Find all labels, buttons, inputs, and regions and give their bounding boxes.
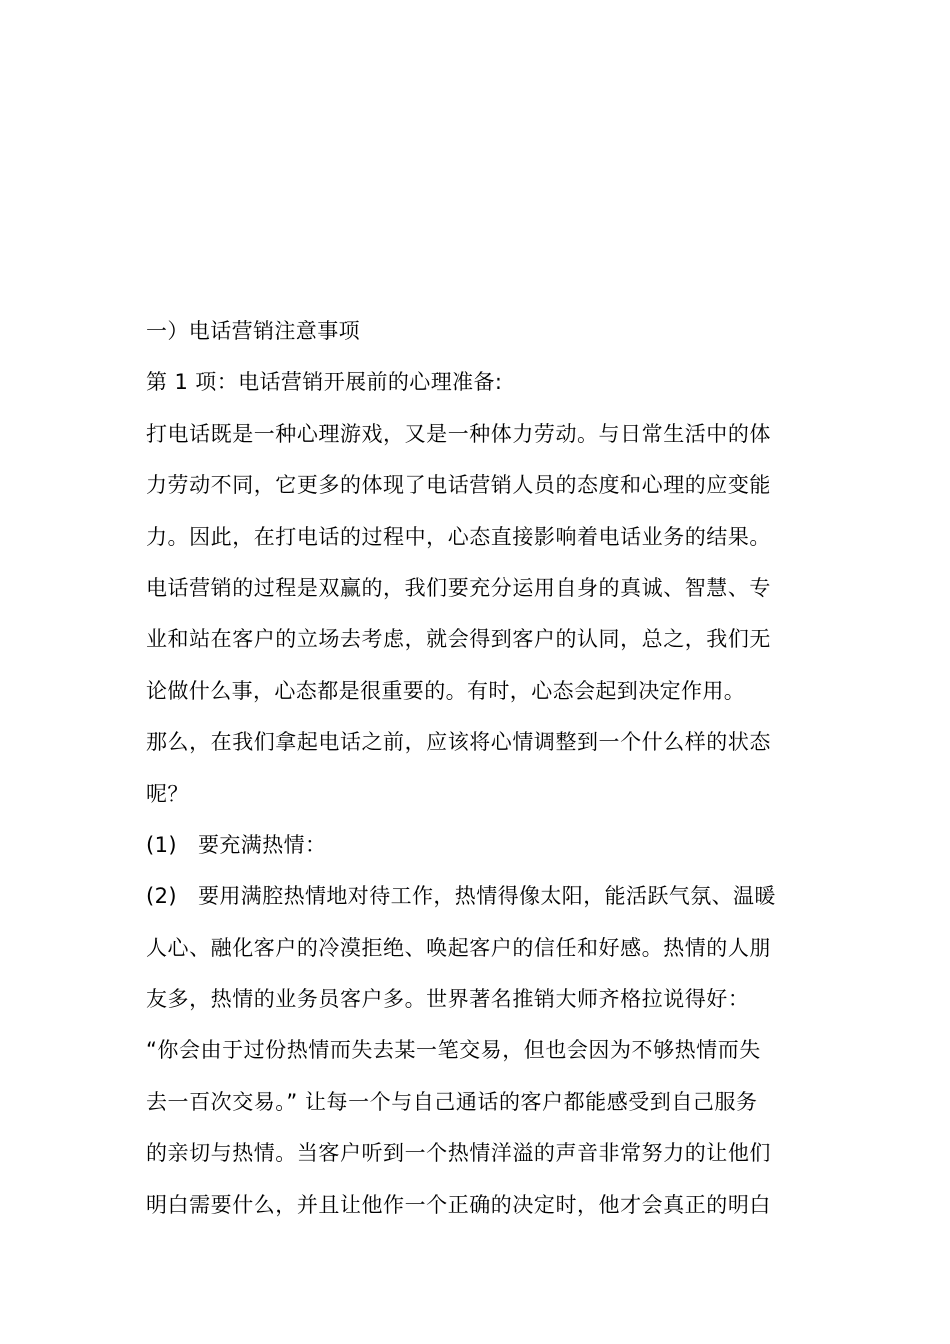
list-item-marker: (2) [146, 884, 177, 909]
paragraph-line: 打电话既是一种心理游戏，又是一种体力劳动。与日常生活中的体 [146, 421, 771, 446]
list-item-text: 要充满热情： [198, 832, 327, 857]
paragraph-line: 那么，在我们拿起电话之前，应该将心情调整到一个什么样的状态 [146, 730, 771, 755]
paragraph-line: 业和站在客户的立场去考虑，就会得到客户的认同，总之，我们无 [146, 627, 771, 652]
paragraph-line: “你会由于过份热情而失去某一笔交易，但也会因为不够热情而失 [146, 1038, 761, 1063]
list-item-text: 要用满腔热情地对待工作，热情得像太阳，能活跃气氛、温暖 [198, 884, 776, 909]
list-item [146, 832, 806, 859]
document-body [146, 318, 806, 1243]
paragraph-line: 电话营销的过程是双赢的，我们要充分运用自身的真诚、智慧、专 [146, 575, 771, 600]
paragraph-line: 力劳动不同，它更多的体现了电话营销人员的态度和心理的应变能 [146, 473, 771, 498]
paragraph-line: 人心、融化客户的冷漠拒绝、唤起客户的信任和好感。热情的人朋 [146, 935, 771, 960]
paragraph-line: 力。因此，在打电话的过程中，心态直接影响着电话业务的结果。 [146, 524, 771, 549]
section-heading: 一）电话营销注意事项 [146, 319, 360, 343]
list-item-marker: (1) [146, 832, 177, 857]
paragraph-line: 友多，热情的业务员客户多。世界著名推销大师齐格拉说得好： [146, 987, 750, 1012]
paragraph-line: 的亲切与热情。当客户听到一个热情洋溢的声音非常努力的让他们 [146, 1141, 771, 1166]
paragraph-line: 明白需要什么，并且让他作一个正确的决定时，他才会真正的明白 [146, 1192, 771, 1217]
paragraph-line: 呢？ [146, 781, 189, 806]
paragraph-line: 论做什么事，心态都是很重要的。有时，心态会起到决定作用。 [146, 678, 746, 703]
list-item [146, 883, 806, 910]
subsection-heading: 第 1 项：电话营销开展前的心理准备: [146, 370, 503, 395]
paragraph-line: 去一百次交易。” 让每一个与自己通话的客户都能感受到自己服务 [146, 1089, 758, 1114]
